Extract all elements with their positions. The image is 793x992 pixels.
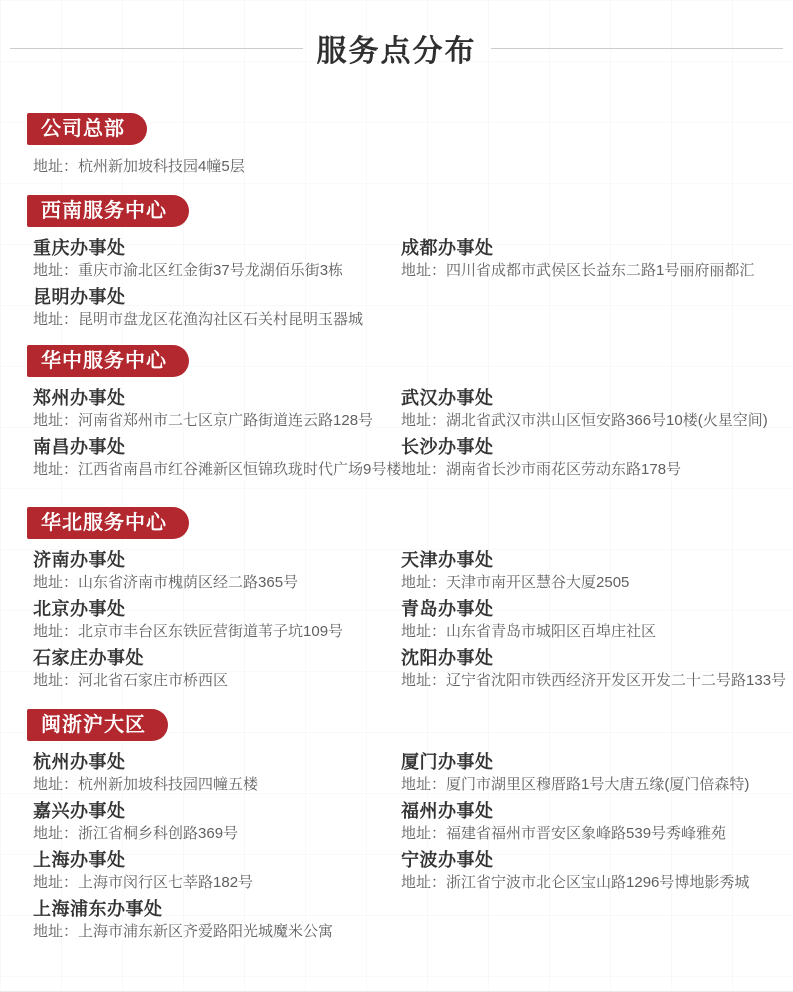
address-text: 上海市浦东新区齐爱路阳光城魔米公寓 xyxy=(78,923,334,940)
address-label: 地址： xyxy=(401,776,447,793)
address-label: 地址： xyxy=(33,412,79,429)
section-badge-central: 华中服务中心 xyxy=(27,345,189,377)
office-grid xyxy=(33,236,783,331)
office xyxy=(401,386,783,432)
section-badge-minzhehu: 闽浙沪大区 xyxy=(27,709,168,741)
office-address xyxy=(33,260,401,282)
content-area xyxy=(0,113,793,943)
address-label: 地址： xyxy=(401,874,447,891)
address-text: 辽宁省沈阳市铁西经济开发区开发二十二号路133号 xyxy=(446,672,787,689)
office-name: 福州办事处 xyxy=(401,801,494,821)
title-divider-right xyxy=(491,48,784,49)
address-text: 河北省石家庄市桥西区 xyxy=(78,672,229,689)
address-label: 地址： xyxy=(401,574,447,591)
address-text: 浙江省桐乡科创路369号 xyxy=(78,825,239,842)
office xyxy=(401,646,786,692)
address-label: 地址： xyxy=(33,923,79,940)
office-name: 沈阳办事处 xyxy=(401,648,494,668)
address-text: 湖南省长沙市雨花区劳动东路178号 xyxy=(446,461,682,478)
office-grid xyxy=(33,386,783,481)
office-name: 北京办事处 xyxy=(33,599,126,619)
office-address xyxy=(401,823,783,845)
section-north xyxy=(33,507,787,692)
office xyxy=(401,548,786,594)
office-name: 郑州办事处 xyxy=(33,388,126,408)
office xyxy=(33,435,401,481)
office-address xyxy=(33,774,401,796)
office xyxy=(33,646,401,692)
section-southwest xyxy=(33,195,783,331)
address-label: 地址： xyxy=(33,262,79,279)
address-text: 河南省郑州市二七区京广路街道连云路128号 xyxy=(78,412,374,429)
address-text: 杭州新加坡科技园4幢5层 xyxy=(78,158,245,175)
office-address xyxy=(33,670,401,692)
office xyxy=(33,897,401,943)
address-label: 地址： xyxy=(33,461,79,478)
office-address xyxy=(401,774,783,796)
office-address xyxy=(401,410,783,432)
address-text: 四川省成都市武侯区长益东二路1号丽府丽都汇 xyxy=(446,262,755,279)
address-text: 厦门市湖里区穆厝路1号大唐五缘(厦门倍森特) xyxy=(446,776,750,793)
office-name: 武汉办事处 xyxy=(401,388,494,408)
address-text: 浙江省宁波市北仑区宝山路1296号博地影秀城 xyxy=(446,874,750,891)
office-address xyxy=(33,621,401,643)
office-name: 嘉兴办事处 xyxy=(33,801,126,821)
address-text: 上海市闵行区七莘路182号 xyxy=(78,874,254,891)
office-address xyxy=(401,670,786,692)
office xyxy=(401,435,783,481)
office-name: 济南办事处 xyxy=(33,550,126,570)
office-address xyxy=(401,572,786,594)
office-address xyxy=(33,459,401,481)
address-label: 地址： xyxy=(401,623,447,640)
office xyxy=(401,848,783,894)
address-text: 山东省济南市槐荫区经二路365号 xyxy=(78,574,299,591)
section-badge-southwest: 西南服务中心 xyxy=(27,195,189,227)
office-name: 上海办事处 xyxy=(33,850,126,870)
office-address xyxy=(33,572,401,594)
office xyxy=(33,848,401,894)
office-name: 上海浦东办事处 xyxy=(33,899,163,919)
section-badge-north: 华北服务中心 xyxy=(27,507,189,539)
section-central xyxy=(33,345,783,481)
office-name: 昆明办事处 xyxy=(33,287,126,307)
office-name: 宁波办事处 xyxy=(401,850,494,870)
address-label: 地址： xyxy=(33,574,79,591)
office xyxy=(401,597,786,643)
office-name: 重庆办事处 xyxy=(33,238,126,258)
address-label: 地址： xyxy=(33,874,79,891)
office-name: 长沙办事处 xyxy=(401,437,494,457)
section-minzhehu xyxy=(33,709,783,943)
address-label: 地址： xyxy=(33,311,79,328)
office-address xyxy=(33,872,401,894)
address-label: 地址： xyxy=(33,672,79,689)
office xyxy=(33,236,401,282)
address-label: 地址： xyxy=(401,262,447,279)
address-text: 山东省青岛市城阳区百埠庄社区 xyxy=(446,623,657,640)
office-address xyxy=(401,459,783,481)
address-label: 地址： xyxy=(33,623,79,640)
address-text: 湖北省武汉市洪山区恒安路366号10楼(火星空间) xyxy=(446,412,768,429)
address-label: 地址： xyxy=(401,461,447,478)
office-address xyxy=(33,921,401,943)
page-title: 服务点分布 xyxy=(316,35,477,68)
office xyxy=(33,285,401,331)
office xyxy=(33,597,401,643)
address-text: 天津市南开区慧谷大厦2505 xyxy=(446,574,630,591)
office xyxy=(33,386,401,432)
office-name: 天津办事处 xyxy=(401,550,494,570)
address-text: 江西省南昌市红谷滩新区恒锦玖珑时代广场9号楼 xyxy=(78,461,402,478)
office-name: 厦门办事处 xyxy=(401,752,494,772)
office xyxy=(33,548,401,594)
office xyxy=(401,236,783,282)
section-hq xyxy=(33,113,783,178)
office-grid xyxy=(33,750,783,943)
address-text: 昆明市盘龙区花渔沟社区石关村昆明玉器城 xyxy=(78,311,364,328)
office-address xyxy=(33,410,401,432)
page-header xyxy=(0,30,793,66)
section-badge-hq: 公司总部 xyxy=(27,113,147,145)
office-name: 南昌办事处 xyxy=(33,437,126,457)
office xyxy=(33,750,401,796)
address-text: 北京市丰台区东铁匠营街道苇子坑109号 xyxy=(78,623,344,640)
office xyxy=(401,799,783,845)
office-address xyxy=(401,621,786,643)
office xyxy=(33,799,401,845)
office-grid xyxy=(33,548,787,692)
office-address xyxy=(401,872,783,894)
address-text: 杭州新加坡科技园四幢五楼 xyxy=(78,776,259,793)
address-label: 地址： xyxy=(33,825,79,842)
address-label: 地址： xyxy=(401,825,447,842)
address-text: 福建省福州市晋安区象峰路539号秀峰雅苑 xyxy=(446,825,727,842)
office-name: 成都办事处 xyxy=(401,238,494,258)
office-name: 杭州办事处 xyxy=(33,752,126,772)
office xyxy=(401,750,783,796)
office-address xyxy=(33,309,401,331)
address-text: 重庆市渝北区红金街37号龙湖佰乐街3栋 xyxy=(78,262,344,279)
office-name: 石家庄办事处 xyxy=(33,648,144,668)
address-label: 地址： xyxy=(401,672,447,689)
office-address xyxy=(401,260,783,282)
address-label: 地址： xyxy=(33,158,79,175)
office-address xyxy=(33,823,401,845)
address-label: 地址： xyxy=(33,776,79,793)
office-name: 青岛办事处 xyxy=(401,599,494,619)
address-label: 地址： xyxy=(401,412,447,429)
hq-address xyxy=(33,156,783,178)
title-divider-left xyxy=(10,48,303,49)
